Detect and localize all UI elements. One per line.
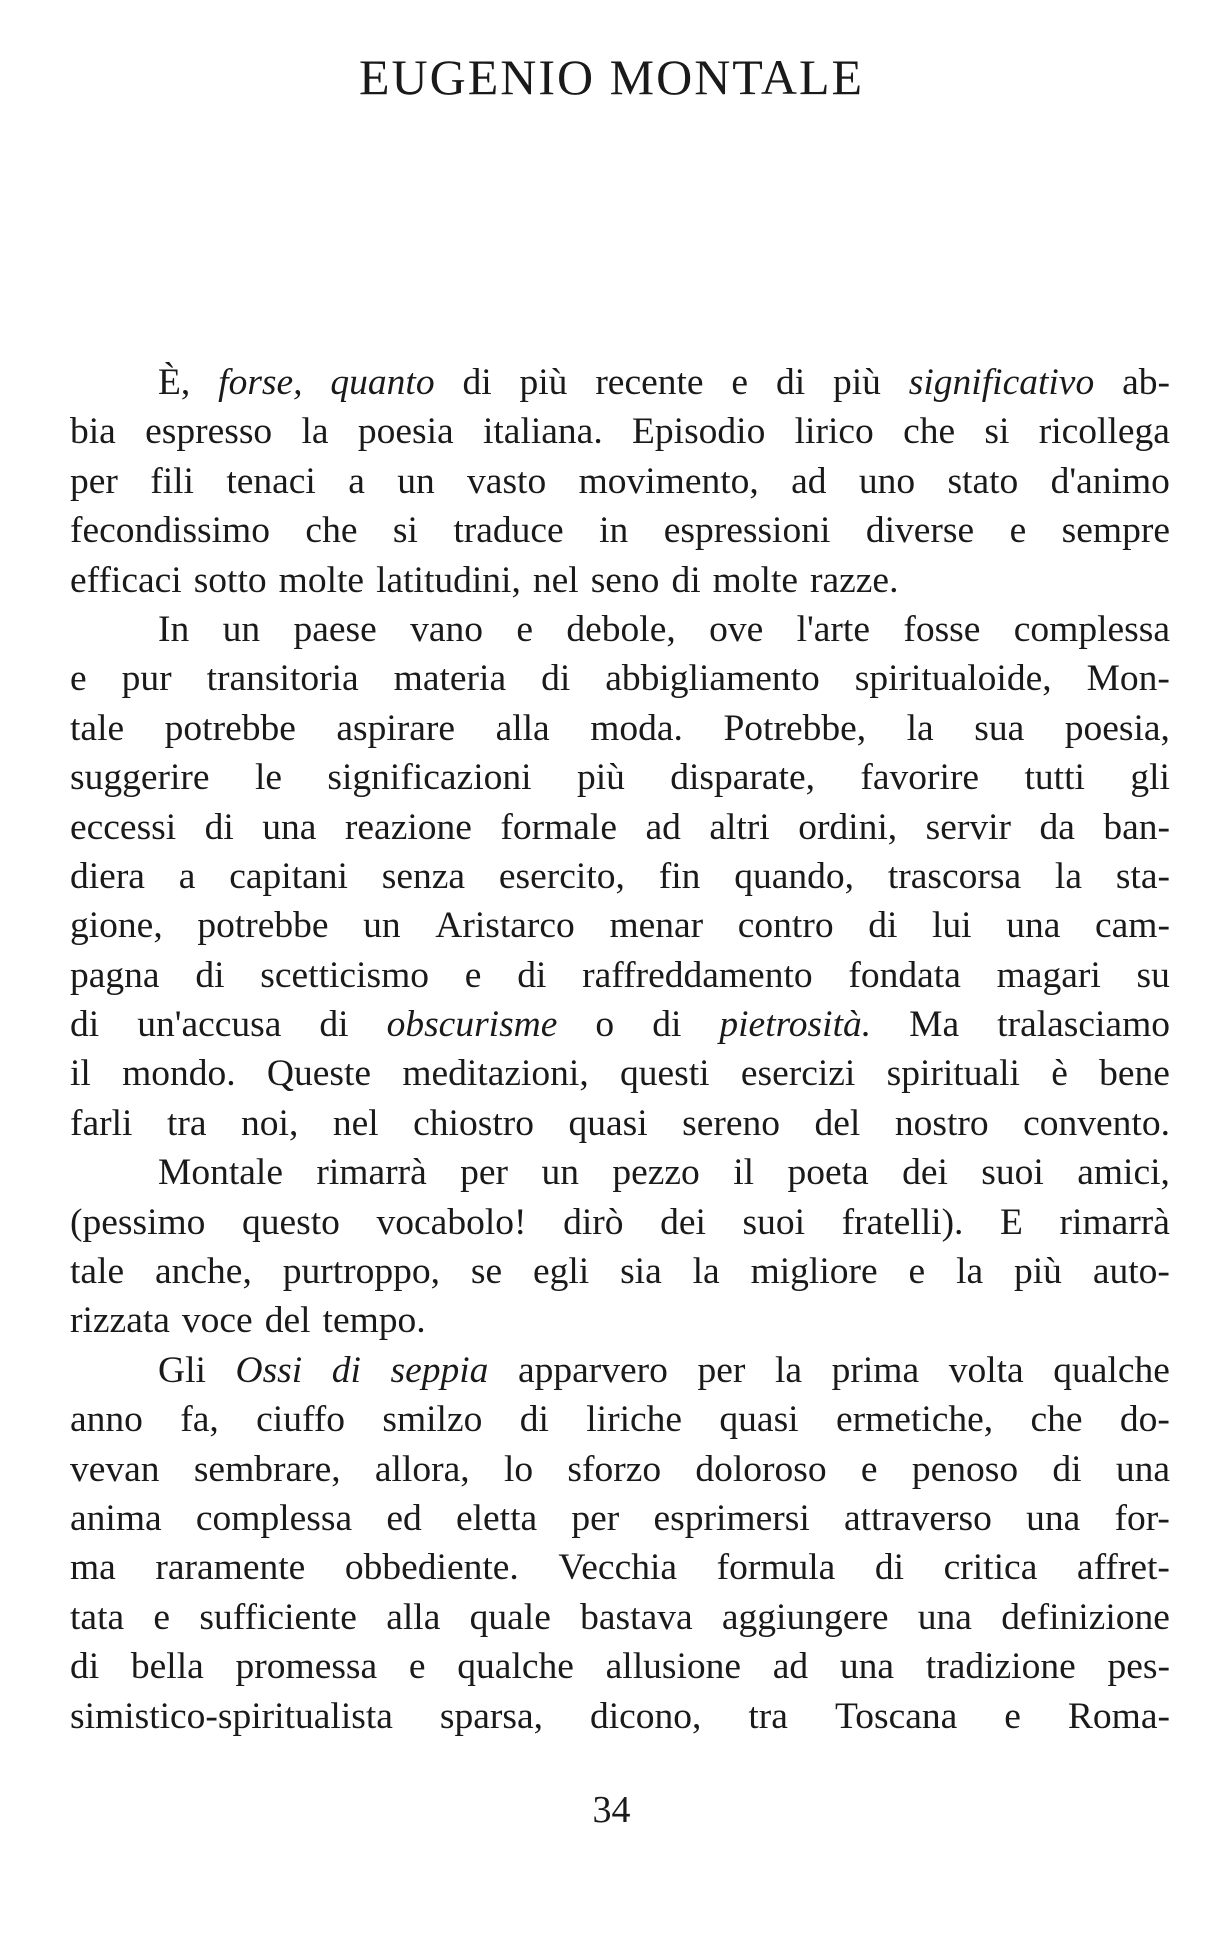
word: materia xyxy=(393,658,507,700)
word: rizzata xyxy=(70,1300,170,1342)
word: gli xyxy=(1130,757,1170,799)
word: una xyxy=(262,806,317,848)
word: allusione xyxy=(605,1646,742,1688)
word: fratelli). xyxy=(841,1201,964,1243)
word: nostro xyxy=(894,1102,989,1144)
italic-word: quanto xyxy=(330,362,435,403)
word: a xyxy=(348,460,365,502)
word: poeta xyxy=(787,1152,869,1194)
word: suggerire xyxy=(70,757,210,799)
word: più xyxy=(519,362,568,403)
word: menar xyxy=(609,905,704,947)
word: di xyxy=(517,954,547,996)
word: diera xyxy=(70,855,145,897)
word: l'arte xyxy=(796,608,870,650)
word: per xyxy=(460,1152,509,1194)
text-line xyxy=(70,1642,1170,1691)
word: del xyxy=(264,1300,311,1342)
word: pagna xyxy=(70,954,160,996)
text-line xyxy=(70,1543,1170,1592)
word: anche, xyxy=(155,1251,252,1293)
word: è xyxy=(1051,1053,1068,1095)
word: qualche xyxy=(457,1646,574,1688)
word: Aristarco xyxy=(435,905,575,947)
word: sufficiente xyxy=(199,1596,357,1638)
word: È, xyxy=(158,362,191,403)
word: molte xyxy=(712,559,799,601)
word: Queste xyxy=(266,1053,372,1095)
word: tra xyxy=(166,1102,207,1144)
word: bastava xyxy=(580,1596,693,1638)
word: di xyxy=(671,559,701,601)
word: meditazioni, xyxy=(402,1053,589,1095)
text-line xyxy=(70,605,1170,654)
word: per xyxy=(697,1349,746,1391)
word: ed xyxy=(386,1497,422,1539)
word: a xyxy=(178,855,196,897)
word: diverse xyxy=(865,510,975,552)
word: raramente xyxy=(155,1547,306,1589)
word: simistico-spiritualista xyxy=(70,1695,393,1737)
word: quale xyxy=(469,1596,551,1638)
word: da xyxy=(1039,806,1075,848)
text-line xyxy=(70,852,1170,901)
running-head: EUGENIO MONTALE xyxy=(358,49,865,105)
word: vocabolo! xyxy=(376,1201,527,1243)
word: ban- xyxy=(1103,806,1170,848)
word: convento. xyxy=(1023,1102,1170,1144)
text-line xyxy=(70,457,1170,506)
word: attraverso xyxy=(843,1497,992,1539)
word: fa, xyxy=(180,1399,219,1441)
word: la xyxy=(906,707,934,749)
word: spirituali xyxy=(886,1053,1020,1095)
word: gione, xyxy=(70,905,163,947)
word: In xyxy=(158,608,190,650)
word: complessa xyxy=(195,1497,353,1539)
word: e xyxy=(516,608,534,650)
word: ove xyxy=(709,608,764,650)
word: significazioni xyxy=(327,757,532,799)
word: bia xyxy=(70,411,116,453)
word: Toscana xyxy=(834,1695,958,1737)
word: bella xyxy=(130,1646,204,1688)
word: trascorsa xyxy=(887,855,1022,897)
word: sembrare, xyxy=(193,1448,341,1490)
word: di xyxy=(1052,1448,1082,1490)
word: vano xyxy=(410,608,484,650)
word: E xyxy=(1000,1201,1023,1243)
word: disparate, xyxy=(670,757,815,799)
word: le xyxy=(254,757,283,799)
word: latitudini, xyxy=(376,559,521,601)
italic-word: seppia xyxy=(390,1349,489,1391)
text-line xyxy=(70,803,1170,852)
word: auto- xyxy=(1092,1251,1170,1293)
word: raffreddamento xyxy=(582,954,813,996)
word: e xyxy=(408,1646,426,1688)
text-line xyxy=(70,1198,1170,1247)
word: volta xyxy=(948,1349,1024,1391)
word: di xyxy=(319,1004,349,1046)
word: eletta xyxy=(455,1497,538,1539)
word: il xyxy=(733,1152,755,1194)
word: molte xyxy=(278,559,365,601)
text-line xyxy=(70,1445,1170,1494)
word: fosse xyxy=(903,608,981,650)
word: voce xyxy=(181,1300,253,1342)
word: sta- xyxy=(1115,855,1170,897)
word: e xyxy=(70,658,87,700)
word: anno xyxy=(70,1399,143,1441)
word: e xyxy=(153,1596,171,1638)
word: do- xyxy=(1119,1399,1170,1441)
word: bene xyxy=(1099,1053,1170,1095)
word: Ma xyxy=(909,1004,960,1046)
word: ciuffo xyxy=(256,1399,346,1441)
word: poesia xyxy=(357,411,454,453)
word: stato xyxy=(947,460,1019,502)
word: vevan xyxy=(70,1448,160,1490)
word: d'animo xyxy=(1050,460,1170,502)
word: obbediente. xyxy=(344,1547,519,1589)
word: lui xyxy=(932,905,972,947)
word: favorire xyxy=(860,757,980,799)
word: la xyxy=(692,1251,720,1293)
word: tale xyxy=(70,1251,125,1293)
text-line xyxy=(70,1247,1170,1296)
body-text xyxy=(70,358,1170,1741)
word: scetticismo xyxy=(260,954,429,996)
word: italiana. xyxy=(482,411,603,453)
word: di xyxy=(775,362,806,403)
word: debole, xyxy=(566,608,676,650)
word: ermetiche, xyxy=(835,1399,994,1441)
word: pes- xyxy=(1107,1646,1170,1688)
word: formula xyxy=(716,1547,836,1589)
word: di xyxy=(874,1547,905,1589)
word: rimarrà xyxy=(1059,1201,1170,1243)
word: aspirare xyxy=(336,707,456,749)
word: ma xyxy=(70,1547,116,1589)
word: espressioni xyxy=(663,510,831,552)
word: se xyxy=(470,1251,503,1293)
word: di xyxy=(195,954,225,996)
word: un'accusa xyxy=(137,1004,282,1046)
word: pur xyxy=(121,658,172,700)
word: prima xyxy=(831,1349,920,1391)
word: alla xyxy=(386,1596,441,1638)
word: Roma- xyxy=(1067,1695,1170,1737)
word: la xyxy=(956,1251,984,1293)
word: quasi xyxy=(719,1399,799,1441)
word: moda. xyxy=(590,707,683,749)
word: penoso xyxy=(911,1448,1019,1490)
word: rimarrà xyxy=(316,1152,427,1194)
word: critica xyxy=(943,1547,1038,1589)
word: di xyxy=(519,1399,549,1441)
word: espresso xyxy=(145,411,273,453)
word: in xyxy=(599,510,629,552)
word: ordini, xyxy=(798,806,898,848)
word: seno xyxy=(590,559,660,601)
italic-word: pietrosità. xyxy=(719,1004,872,1046)
word: tradizione xyxy=(925,1646,1076,1688)
word: tempo. xyxy=(322,1300,426,1342)
word: abbigliamento xyxy=(605,658,820,700)
word: esercito, xyxy=(498,855,625,897)
word: complessa xyxy=(1013,608,1170,650)
word: pezzo xyxy=(612,1152,700,1194)
page-number: 34 xyxy=(592,1789,631,1831)
word: magari xyxy=(996,954,1101,996)
word: fili xyxy=(150,460,194,502)
text-line xyxy=(70,654,1170,703)
word: di xyxy=(541,658,571,700)
word: lirico xyxy=(794,411,874,453)
word: reazione xyxy=(344,806,472,848)
word: allora, xyxy=(374,1448,470,1490)
word: senza xyxy=(381,855,466,897)
word: e xyxy=(860,1448,878,1490)
word: su xyxy=(1136,954,1170,996)
word: di xyxy=(204,806,234,848)
word: più xyxy=(576,757,625,799)
word: poesia, xyxy=(1064,707,1170,749)
word: tra xyxy=(748,1695,788,1737)
word: o xyxy=(595,1004,615,1046)
text-line xyxy=(70,407,1170,456)
word: lo xyxy=(503,1448,534,1490)
word: sforzo xyxy=(567,1448,662,1490)
text-line xyxy=(70,1296,1170,1345)
word: tenaci xyxy=(226,460,316,502)
word: movimento, xyxy=(578,460,759,502)
word: nel xyxy=(332,1102,379,1144)
word: altri xyxy=(709,806,770,848)
text-line xyxy=(70,506,1170,555)
word: potrebbe xyxy=(197,905,329,947)
word: sparsa, xyxy=(439,1695,543,1737)
word: traduce xyxy=(453,510,564,552)
word: suoi xyxy=(981,1152,1044,1194)
word: Gli xyxy=(158,1349,206,1391)
word: Montale xyxy=(158,1152,283,1194)
word: più xyxy=(1014,1251,1062,1293)
word: e xyxy=(464,954,482,996)
word: vasto xyxy=(467,460,547,502)
word: per xyxy=(571,1497,620,1539)
text-line xyxy=(70,1000,1170,1049)
word: una xyxy=(1006,905,1061,947)
word: potrebbe xyxy=(164,707,296,749)
text-line xyxy=(70,1049,1170,1098)
word: un xyxy=(397,460,435,502)
word: formale xyxy=(500,806,617,848)
word: uno xyxy=(858,460,916,502)
word: la xyxy=(774,1349,803,1391)
word: un xyxy=(363,905,401,947)
word: e xyxy=(1004,1695,1021,1737)
word: qualche xyxy=(1053,1349,1170,1391)
word: un xyxy=(541,1152,579,1194)
word: questi xyxy=(620,1053,710,1095)
text-line xyxy=(70,556,1170,605)
text-line xyxy=(70,1494,1170,1543)
text-line xyxy=(70,901,1170,950)
italic-word: obscurisme xyxy=(386,1004,558,1046)
word: dei xyxy=(902,1152,948,1194)
word: un xyxy=(222,608,261,650)
word: sempre xyxy=(1061,510,1170,552)
word: sia xyxy=(620,1251,662,1293)
word: liriche xyxy=(586,1399,683,1441)
word: (pessimo xyxy=(70,1201,206,1243)
word: smilzo xyxy=(382,1399,483,1441)
word: una xyxy=(839,1646,895,1688)
word: e xyxy=(731,362,749,403)
word: la xyxy=(301,411,329,453)
word: questo xyxy=(242,1201,340,1243)
word: promessa xyxy=(235,1646,378,1688)
text-line xyxy=(70,1148,1170,1197)
word: transitoria xyxy=(206,658,359,700)
word: sua xyxy=(974,707,1025,749)
word: quando, xyxy=(734,855,854,897)
word: di xyxy=(462,362,492,403)
word: affret- xyxy=(1076,1547,1170,1589)
word: quasi xyxy=(568,1102,648,1144)
word: che xyxy=(903,411,956,453)
word: suoi xyxy=(742,1201,806,1243)
word: sereno xyxy=(682,1102,781,1144)
word: e xyxy=(908,1251,926,1293)
word: di xyxy=(868,905,898,947)
word: for- xyxy=(1114,1497,1170,1539)
text-line xyxy=(70,704,1170,753)
word: la xyxy=(1054,855,1082,897)
italic-word: forse, xyxy=(218,362,303,403)
text-line xyxy=(70,1593,1170,1642)
italic-word: Ossi xyxy=(235,1349,303,1391)
word: mondo. xyxy=(122,1053,236,1095)
word: e xyxy=(1009,510,1027,552)
word: si xyxy=(984,411,1010,453)
word: efficaci xyxy=(70,559,182,601)
word: cam- xyxy=(1095,905,1170,947)
word: ab- xyxy=(1122,362,1170,403)
word: egli xyxy=(532,1251,590,1293)
word: una xyxy=(1026,1497,1081,1539)
word: più xyxy=(833,362,881,403)
word: esercizi xyxy=(740,1053,856,1095)
word: fin xyxy=(658,855,701,897)
text-line xyxy=(70,951,1170,1000)
word: di xyxy=(70,1646,100,1688)
word: Vecchia xyxy=(558,1547,678,1589)
word: esprimersi xyxy=(653,1497,810,1539)
text-line xyxy=(70,1346,1170,1395)
word: nel xyxy=(532,559,579,601)
word: purtroppo, xyxy=(282,1251,440,1293)
word: alla xyxy=(495,707,550,749)
word: paese xyxy=(293,608,377,650)
word: ad xyxy=(645,806,681,848)
word: ricollega xyxy=(1038,411,1170,453)
word: del xyxy=(814,1102,861,1144)
word: una xyxy=(1115,1448,1170,1490)
word: razze. xyxy=(810,559,899,601)
word: dirò xyxy=(563,1201,624,1243)
text-line xyxy=(70,1395,1170,1444)
word: aggiungere xyxy=(721,1596,889,1638)
word: di xyxy=(652,1004,682,1046)
word: sotto xyxy=(193,559,267,601)
word: tata xyxy=(70,1596,125,1638)
word: anima xyxy=(70,1497,162,1539)
word: dicono, xyxy=(589,1695,702,1737)
word: farli xyxy=(70,1102,133,1144)
word: contro xyxy=(737,905,834,947)
word: Episodio xyxy=(632,411,766,453)
italic-word: significativo xyxy=(908,362,1095,403)
word: eccessi xyxy=(70,806,177,848)
word: tale xyxy=(70,707,125,749)
word: tralasciamo xyxy=(997,1004,1170,1046)
italic-word: di xyxy=(331,1349,361,1391)
word: fecondissimo xyxy=(70,510,270,552)
word: migliore xyxy=(750,1251,878,1293)
word: ad xyxy=(772,1646,809,1688)
word: per xyxy=(70,460,118,502)
word: fondata xyxy=(848,954,961,996)
word: recente xyxy=(595,362,704,403)
word: doloroso xyxy=(695,1448,827,1490)
text-line xyxy=(70,1692,1170,1741)
word: definizione xyxy=(1001,1596,1170,1638)
text-line xyxy=(70,1099,1170,1148)
word: noi, xyxy=(241,1102,299,1144)
word: chiostro xyxy=(413,1102,534,1144)
word: spiritualoide, xyxy=(854,658,1052,700)
word: che xyxy=(305,510,358,552)
text-line xyxy=(70,358,1170,407)
word: apparvero xyxy=(518,1349,668,1391)
word: Potrebbe, xyxy=(723,707,867,749)
word: si xyxy=(392,510,418,552)
word: il xyxy=(70,1053,91,1095)
word: capitani xyxy=(229,855,348,897)
word: una xyxy=(917,1596,972,1638)
word: amici, xyxy=(1077,1152,1170,1194)
word: dei xyxy=(660,1201,706,1243)
word: tutti xyxy=(1024,757,1085,799)
word: di xyxy=(70,1004,100,1046)
word: ad xyxy=(791,460,827,502)
text-line xyxy=(70,753,1170,802)
word: servir xyxy=(925,806,1011,848)
word: Mon- xyxy=(1086,658,1170,700)
word: che xyxy=(1030,1399,1083,1441)
